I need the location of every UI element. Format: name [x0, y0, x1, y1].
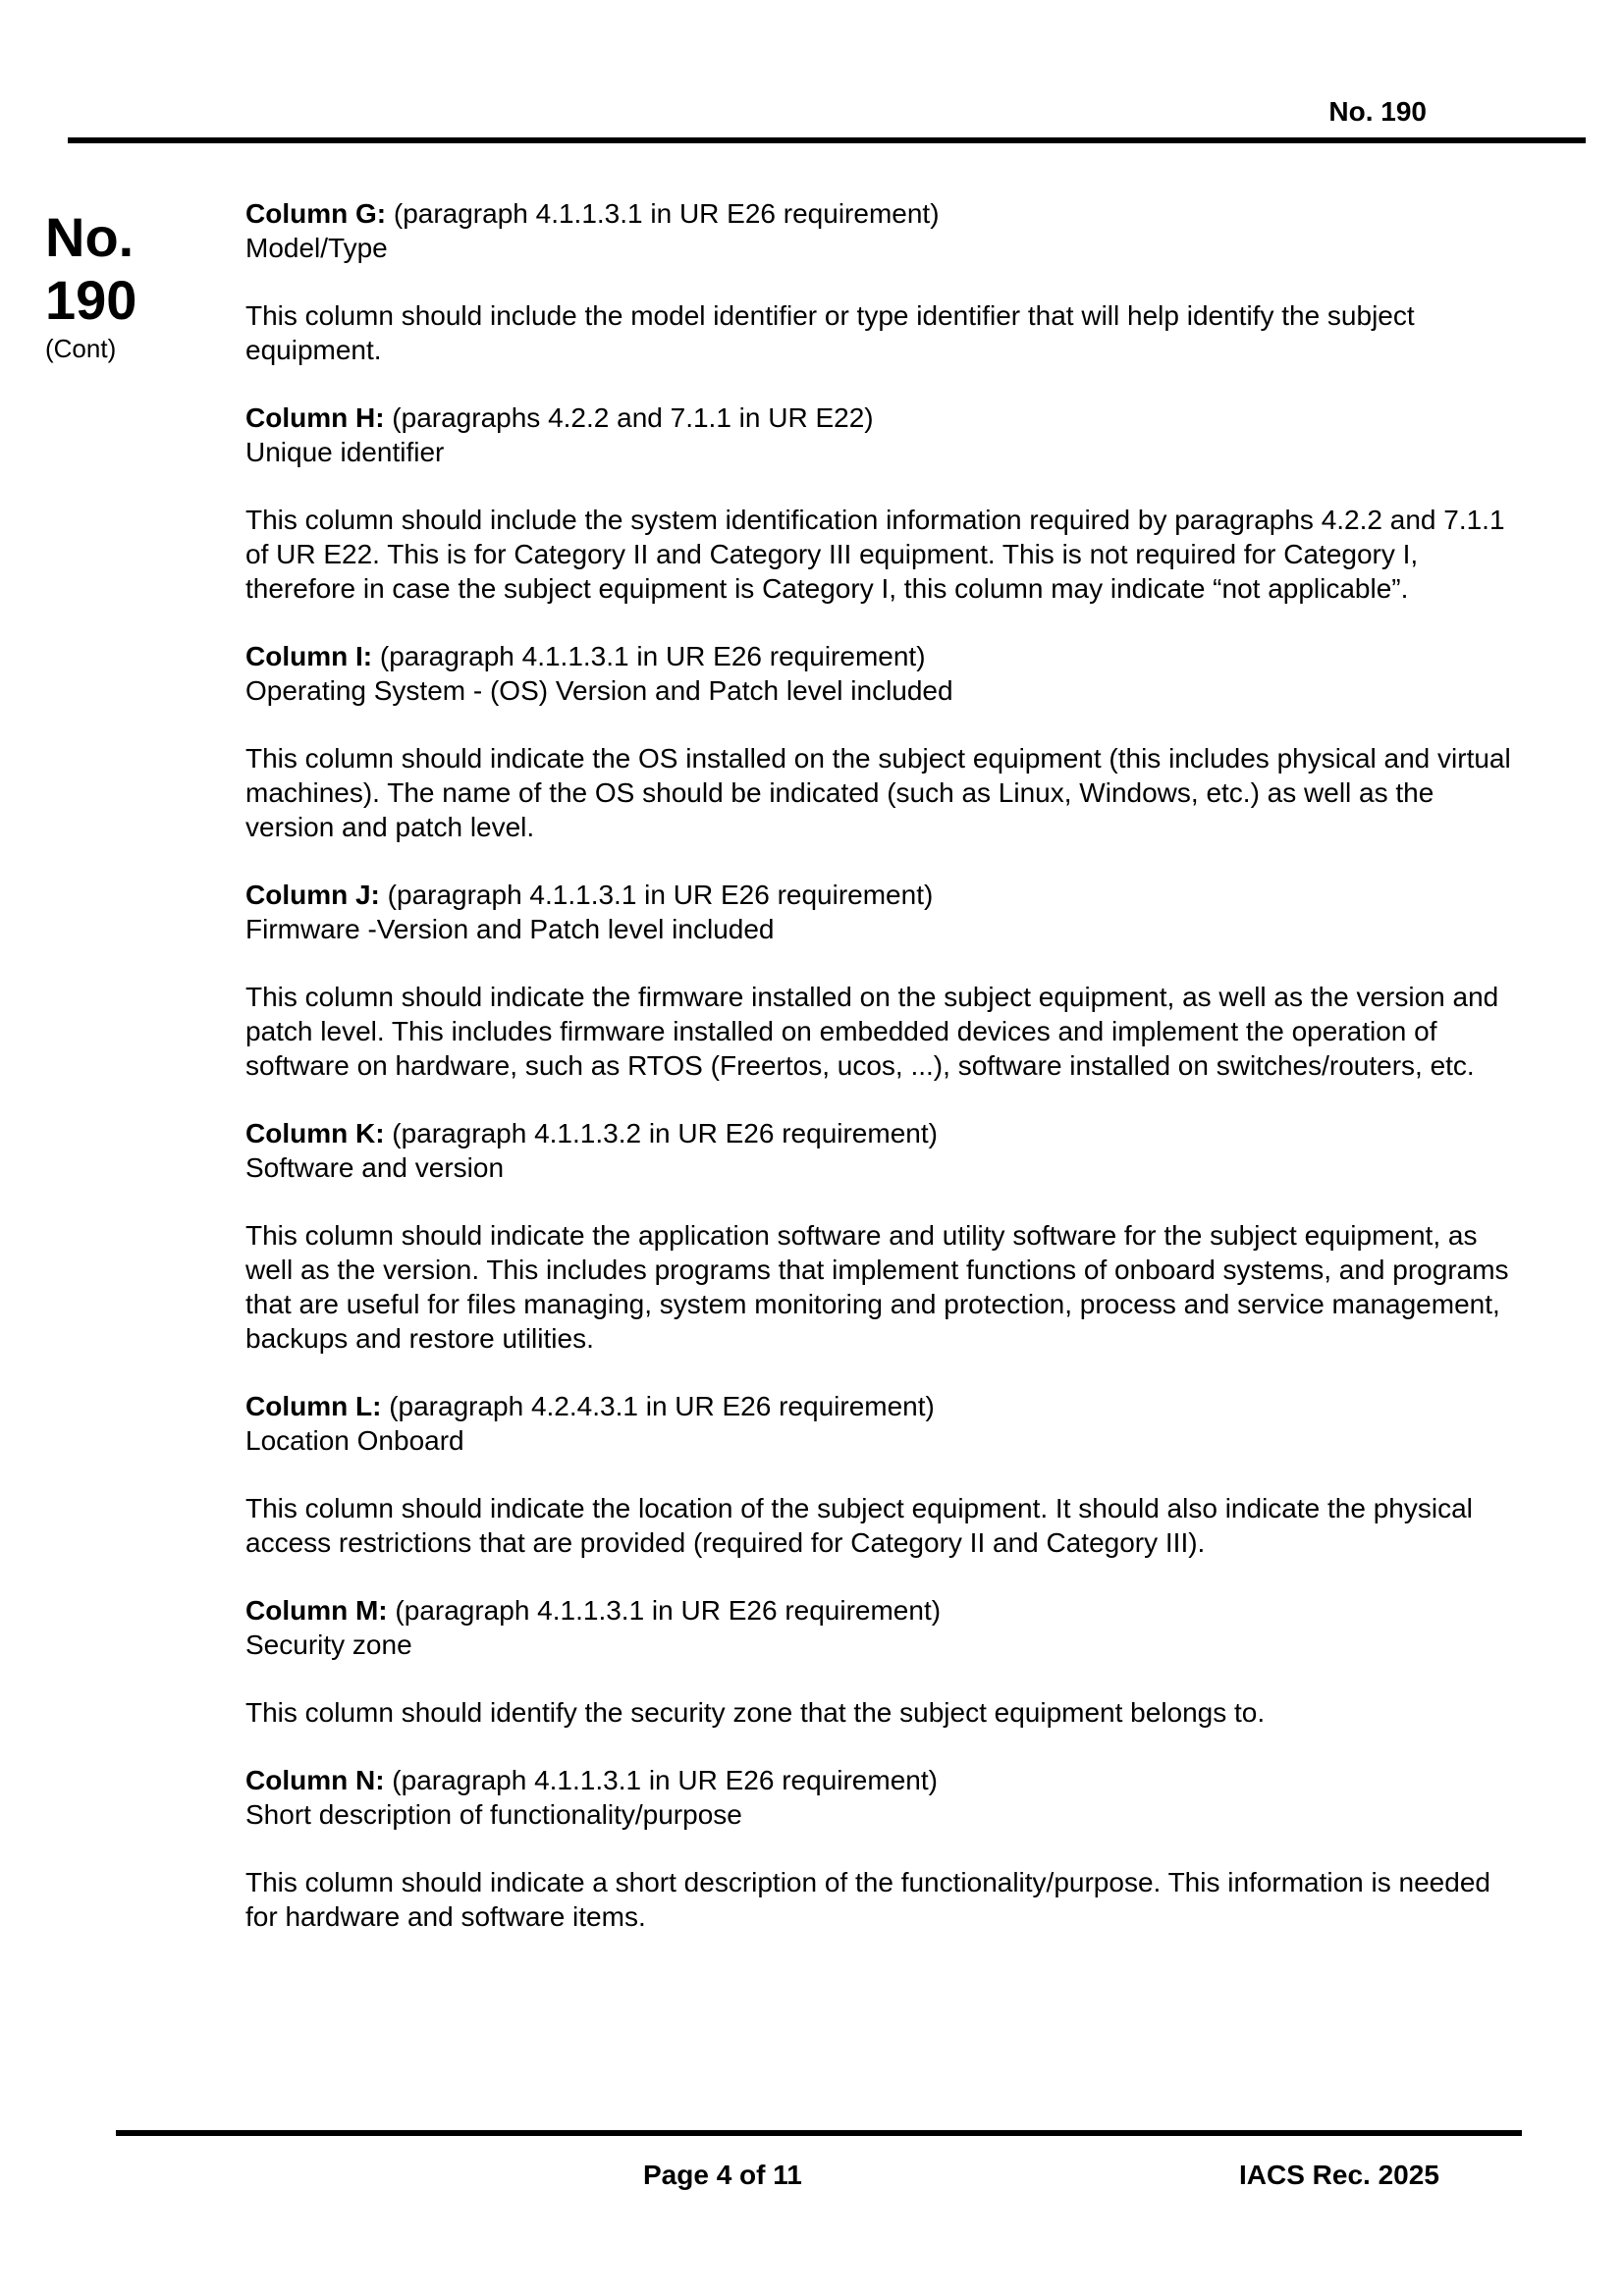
main-content	[245, 196, 1512, 1967]
column-label: Column L:	[245, 1391, 382, 1421]
footer-page-number: Page 4 of 11	[643, 2160, 802, 2190]
side-number-text: 190	[45, 269, 137, 331]
section-column-h	[245, 400, 1512, 606]
section-subtitle: Operating System - (OS) Version and Patch level included	[245, 675, 953, 706]
section-body: This column should indicate a short description of the functionality/purpose. This information is needed for hardware and software items.	[245, 1867, 1490, 1932]
column-reference: (paragraphs 4.2.2 and 7.1.1 in UR E22)	[384, 402, 874, 433]
section-subtitle: Model/Type	[245, 233, 388, 263]
side-cont-text: (Cont)	[45, 334, 117, 363]
column-label: Column I:	[245, 641, 373, 671]
section-column-g	[245, 196, 1512, 367]
section-body: This column should include the model identifier or type identifier that will help identify the subject equipment.	[245, 300, 1415, 365]
section-subtitle: Firmware -Version and Patch level included	[245, 914, 775, 944]
column-label: Column G:	[245, 198, 387, 229]
section-subtitle: Security zone	[245, 1629, 412, 1660]
column-reference: (paragraph 4.2.4.3.1 in UR E26 requirement)	[381, 1391, 935, 1421]
column-reference: (paragraph 4.1.1.3.1 in UR E26 requirement)	[372, 641, 926, 671]
section-column-j	[245, 878, 1512, 1083]
section-subtitle: Unique identifier	[245, 437, 445, 467]
column-reference: (paragraph 4.1.1.3.1 in UR E26 requirement)	[384, 1765, 938, 1795]
section-heading	[245, 639, 1512, 673]
section-body: This column should indicate the location of the subject equipment. It should also indicate the physical access restrictions that are provided (required for Category II and Category III).	[245, 1493, 1473, 1558]
footer-divider	[116, 2130, 1522, 2136]
column-label: Column H:	[245, 402, 385, 433]
footer-recommendation-id: IACS Rec. 2025	[1239, 2160, 1439, 2190]
column-reference: (paragraph 4.1.1.3.2 in UR E26 requirement)	[384, 1118, 938, 1148]
section-column-n	[245, 1763, 1512, 1934]
side-document-label	[45, 206, 163, 365]
section-body: This column should indicate the OS installed on the subject equipment (this includes physical and virtual machines). The name of the OS should be indicated (such as Linux, Windows, etc.) as well as the version and patch level.	[245, 743, 1511, 842]
section-column-l	[245, 1389, 1512, 1560]
section-heading	[245, 196, 1512, 231]
section-column-i	[245, 639, 1512, 844]
side-no-text: No.	[45, 206, 135, 268]
section-heading	[245, 1593, 1512, 1628]
section-heading	[245, 1389, 1512, 1423]
header-document-number: No. 190	[1328, 96, 1427, 127]
section-body: This column should identify the security zone that the subject equipment belongs to.	[245, 1697, 1266, 1728]
section-heading	[245, 878, 1512, 912]
section-body: This column should indicate the application software and utility software for the subject equipment, as well as the version. This includes programs that implement functions of onboard systems, and programs that are useful for files managing, system monitoring and protection, process and service management, backups and restore utilities.	[245, 1220, 1509, 1354]
section-subtitle: Short description of functionality/purpose	[245, 1799, 742, 1830]
section-heading	[245, 1763, 1512, 1797]
column-reference: (paragraph 4.1.1.3.1 in UR E26 requirement)	[379, 880, 934, 910]
section-subtitle: Location Onboard	[245, 1425, 464, 1456]
column-label: Column M:	[245, 1595, 388, 1626]
section-subtitle: Software and version	[245, 1152, 505, 1183]
column-label: Column K:	[245, 1118, 385, 1148]
column-reference: (paragraph 4.1.1.3.1 in UR E26 requirement)	[387, 1595, 942, 1626]
column-label: Column N:	[245, 1765, 385, 1795]
section-body: This column should include the system identification information required by paragraphs 4.2.2 and 7.1.1 of UR E22. This is for Category II and Category III equipment. This is not required for Category I, therefore in case the subject equipment is Category I, this column may indicate “not applicable”.	[245, 505, 1505, 604]
column-label: Column J:	[245, 880, 380, 910]
section-heading	[245, 400, 1512, 435]
section-column-k	[245, 1116, 1512, 1356]
section-heading	[245, 1116, 1512, 1150]
section-column-m	[245, 1593, 1512, 1730]
column-reference: (paragraph 4.1.1.3.1 in UR E26 requirement)	[386, 198, 940, 229]
header-divider	[68, 137, 1586, 143]
section-body: This column should indicate the firmware installed on the subject equipment, as well as the version and patch level. This includes firmware installed on embedded devices and implement the operation of software on hardware, such as RTOS (Freertos, ucos, ...), software installed on switches/routers, etc.	[245, 982, 1499, 1081]
